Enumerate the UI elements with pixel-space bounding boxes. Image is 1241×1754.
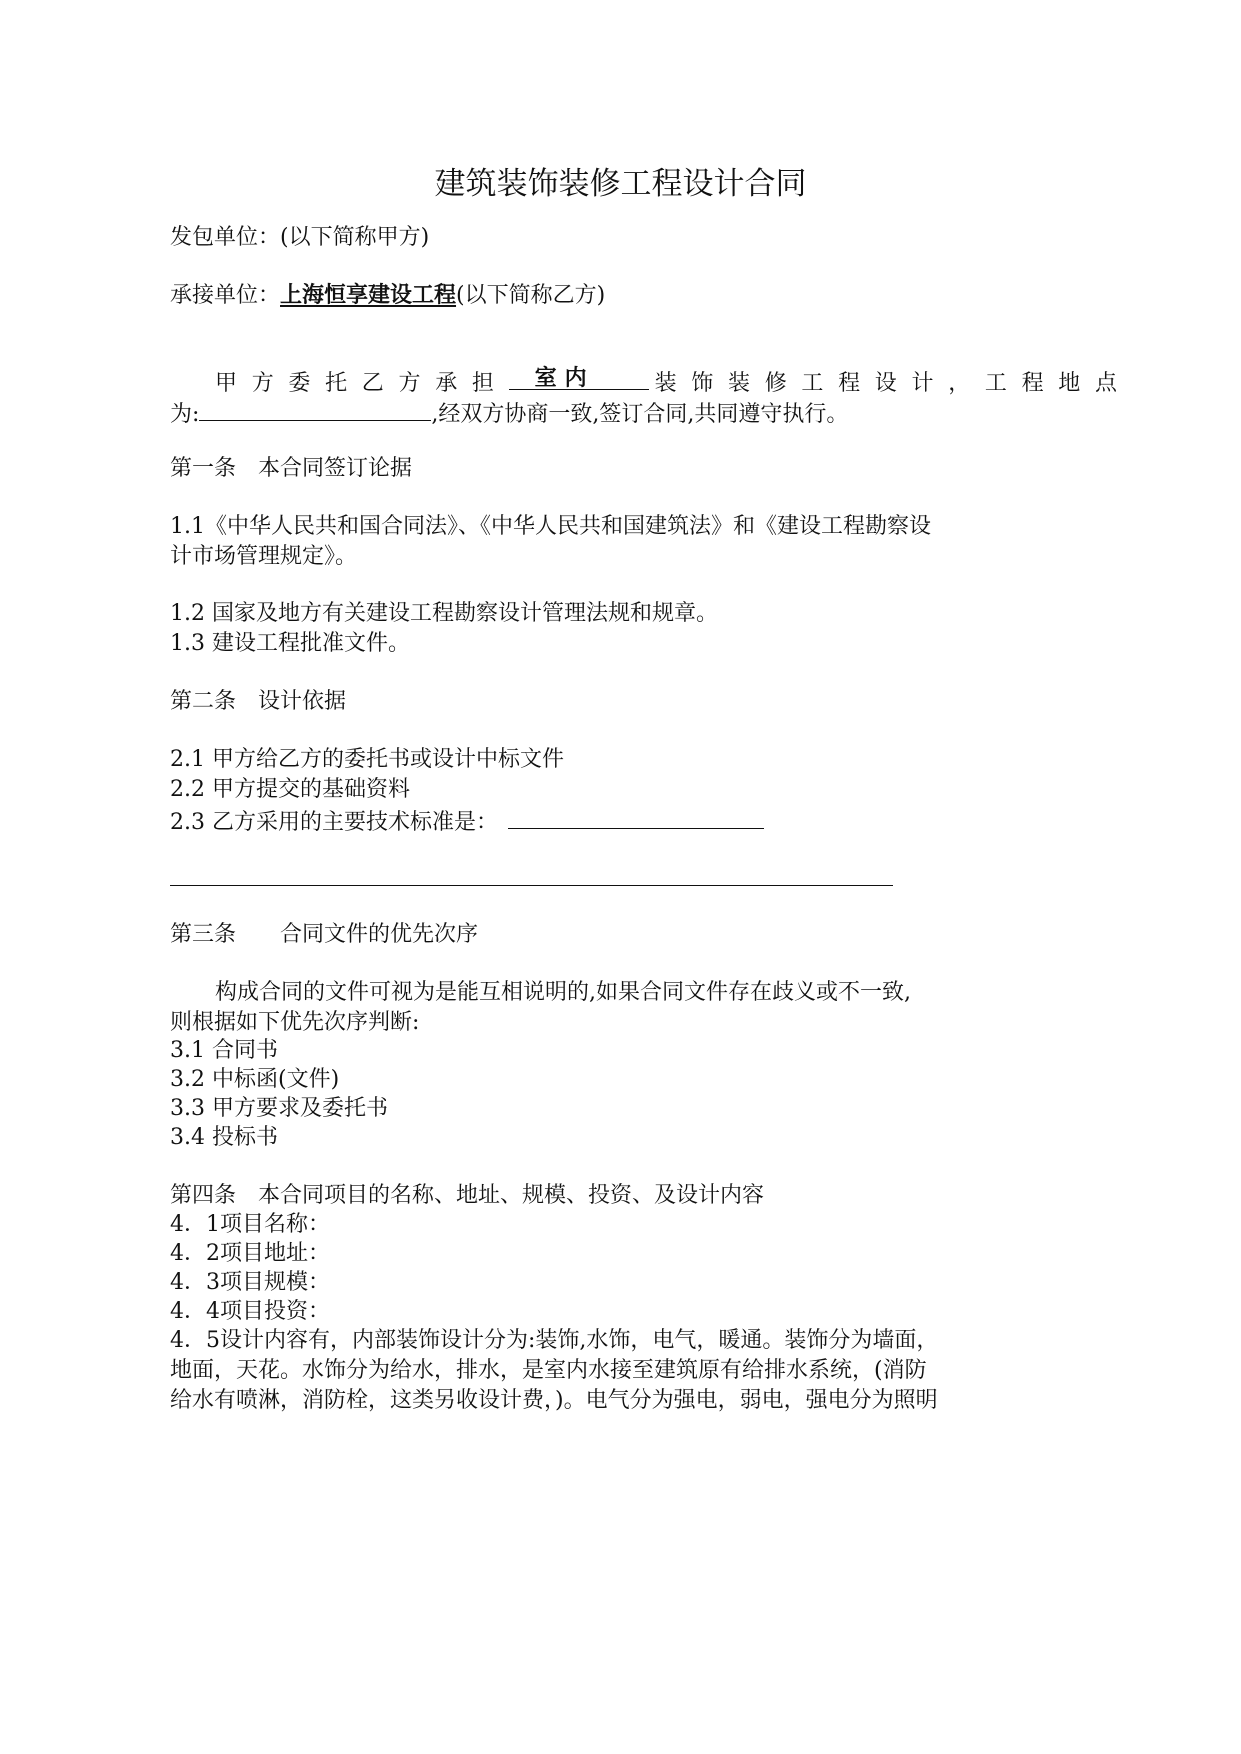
intro-1-post: 装饰装修工程设计，工程地点 — [654, 371, 1132, 396]
article-3-4: 3.4 投标书 — [170, 1125, 278, 1150]
technical-standard-field — [508, 806, 764, 829]
article-3-title: 第三条 合同文件的优先次序 — [170, 922, 479, 947]
article-3-3: 3.3 甲方要求及委托书 — [170, 1096, 388, 1121]
article-4-5-line-c: 给水有喷淋，消防栓，这类另收设计费，)。电气分为强电，弱电，强电分为照明 — [170, 1388, 938, 1413]
article-2-3-label: 2.3 乙方采用的主要技术标准是： — [170, 810, 498, 835]
party-a-line — [170, 224, 429, 252]
article-2-2: 2.2 甲方提交的基础资料 — [170, 777, 410, 802]
document-title: 建筑装饰装修工程设计合同 — [434, 166, 807, 202]
article-3-1: 3.1 合同书 — [170, 1038, 278, 1063]
article-4-5-line-a: 4．5设计内容有，内部装饰设计分为:装饰,水饰，电气，暖通。装饰分为墙面， — [170, 1328, 939, 1353]
intro-2-pre: 为: — [170, 402, 200, 427]
project-type-value: 室内 — [534, 365, 595, 391]
intro-2-post: ,经双方协商一致,签订合同,共同遵守执行。 — [431, 402, 849, 427]
party-b-suffix: (以下简称乙方) — [456, 283, 606, 308]
party-b-label: 承接单位： — [170, 283, 281, 308]
article-3-paragraph-a: 构成合同的文件可视为是能互相说明的,如果合同文件存在歧义或不一致, — [215, 980, 911, 1005]
article-1-2: 1.2 国家及地方有关建设工程勘察设计管理法规和规章。 — [170, 601, 718, 626]
intro-line-2 — [170, 398, 848, 429]
project-location-field — [199, 398, 431, 421]
intro-line-1 — [215, 367, 1132, 398]
party-a-suffix: (以下简称甲方) — [280, 225, 430, 250]
article-4-4: 4．4项目投资： — [170, 1299, 330, 1324]
intro-1-pre: 甲方委托乙方承担 — [215, 371, 509, 396]
party-a-label: 发包单位： — [170, 225, 281, 250]
article-2-1: 2.1 甲方给乙方的委托书或设计中标文件 — [170, 747, 564, 772]
article-3-paragraph-b: 则根据如下优先次序判断: — [170, 1010, 420, 1035]
article-1-3: 1.3 建设工程批准文件。 — [170, 631, 410, 656]
project-type-field — [509, 367, 649, 390]
article-3-2: 3.2 中标函(文件) — [170, 1067, 340, 1092]
party-b-name: 上海恒享建设工程 — [280, 282, 457, 308]
article-2-title: 第二条 设计依据 — [170, 689, 347, 714]
article-4-2: 4．2项目地址： — [170, 1241, 330, 1266]
article-1-title: 第一条 本合同签订论据 — [170, 456, 413, 481]
technical-standard-field-cont — [170, 885, 893, 886]
article-4-5-line-b: 地面，天花。水饰分为给水，排水，是室内水接至建筑原有给排水系统，(消防 — [170, 1358, 927, 1383]
article-4-3: 4．3项目规模： — [170, 1270, 330, 1295]
article-4-title: 第四条 本合同项目的名称、地址、规模、投资、及设计内容 — [170, 1183, 765, 1208]
article-1-1-line-b: 计市场管理规定》。 — [170, 544, 358, 569]
party-b-line — [170, 281, 605, 310]
article-2-3 — [170, 806, 764, 837]
article-1-1-line-a: 1.1《中华人民共和国合同法》、《中华人民共和国建筑法》和《建设工程勘察设 — [170, 514, 931, 539]
article-4-1: 4．1项目名称： — [170, 1212, 330, 1237]
